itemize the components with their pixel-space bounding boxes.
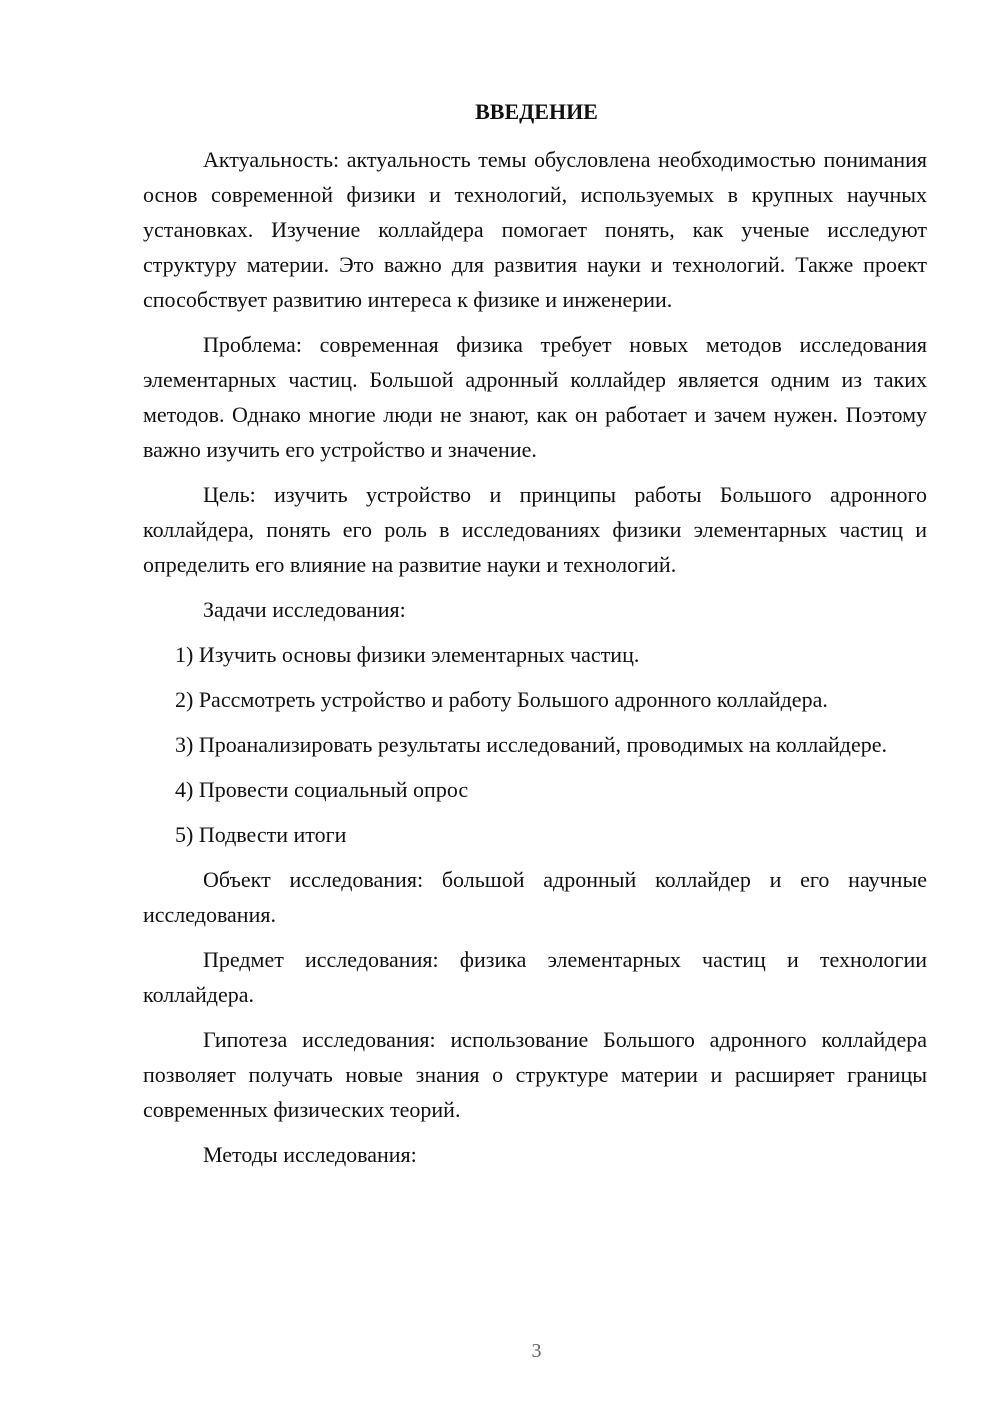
list-item-task-2: 2) Рассмотреть устройство и работу Большого адронного коллайдера.	[175, 687, 828, 712]
paragraph-problem: Проблема: современная физика требует новых методов исследования элементарных частиц. Большой адронный коллайдер является одним из таких методов. Однако многие люди не знают, как он работает и зачем нужен. Поэтому важно изучить его устройство и значение.	[143, 332, 927, 462]
section-heading: ВВЕДЕНИЕ	[475, 99, 598, 124]
paragraph-goal: Цель: изучить устройство и принципы работы Большого адронного коллайдера, понять его роль в исследованиях физики элементарных частиц и определить его влияние на развитие науки и технологий.	[143, 482, 927, 577]
list-item-task-5: 5) Подвести итоги	[175, 822, 347, 847]
paragraph-object: Объект исследования: большой адронный коллайдер и его научные исследования.	[143, 867, 927, 927]
list-item-task-4: 4) Провести социальный опрос	[175, 777, 469, 802]
paragraph-subject: Предмет исследования: физика элементарных частиц и технологии коллайдера.	[143, 947, 927, 1007]
list-item-task-1: 1) Изучить основы физики элементарных частиц.	[175, 642, 640, 667]
page-number: 3	[531, 1340, 542, 1362]
paragraph-methods-heading: Методы исследования:	[203, 1142, 417, 1167]
paragraph-hypothesis: Гипотеза исследования: использование Большого адронного коллайдера позволяет получать новые знания о структуре материи и расширяет границы современных физических теорий.	[143, 1027, 927, 1122]
body-text	[143, 142, 927, 1182]
list-item-task-3: 3) Проанализировать результаты исследований, проводимых на коллайдере.	[175, 732, 888, 757]
paragraph-tasks-heading: Задачи исследования:	[203, 597, 406, 622]
paragraph-relevance: Актуальность: актуальность темы обусловлена необходимостью понимания основ современной физики и технологий, используемых в крупных научных установках. Изучение коллайдера помогает понять, как ученые исследуют структуру материи. Это важно для развития науки и технологий. Также проект способствует развитию интереса к физике и инженерии.	[143, 147, 927, 312]
